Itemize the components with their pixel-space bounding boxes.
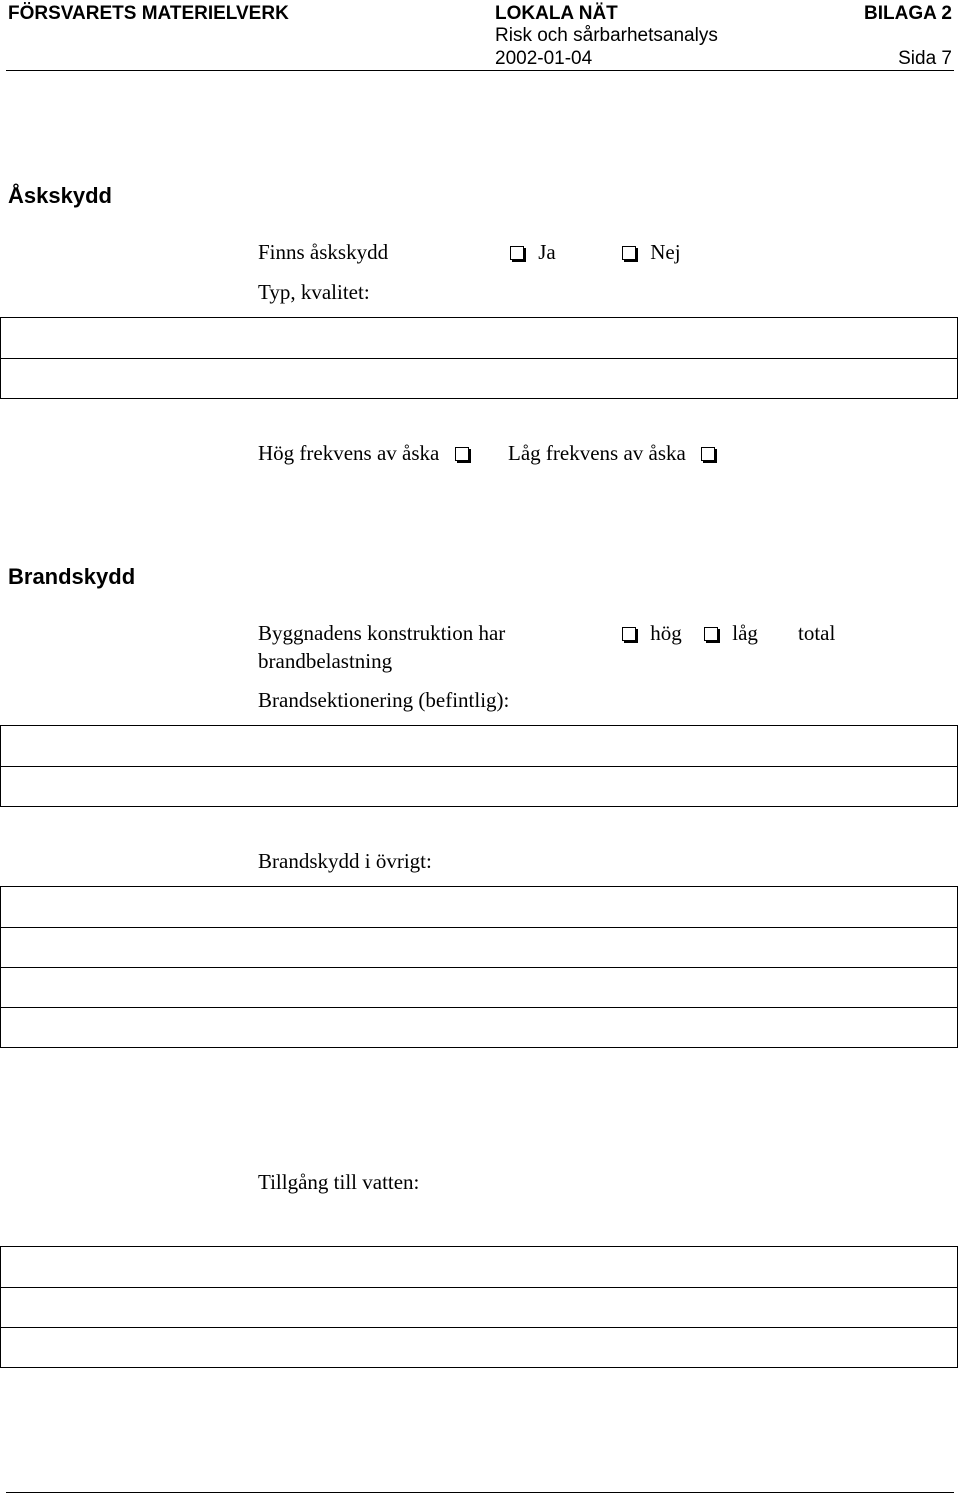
- checkbox-icon[interactable]: [622, 246, 636, 260]
- option-hog-label: hög: [650, 621, 682, 645]
- finns-askskydd-label: Finns åskskydd: [258, 240, 389, 264]
- page-number: Sida 7: [898, 48, 952, 69]
- konstruktion-label-line2: brandbelastning: [258, 649, 393, 673]
- tillgang-vatten-field[interactable]: [0, 1246, 958, 1368]
- field-row[interactable]: [1, 766, 957, 806]
- option-total-label: total: [798, 621, 836, 645]
- footer-rule: [6, 1492, 954, 1493]
- brandskydd-ovrigt-field[interactable]: [0, 886, 958, 1048]
- appendix-label: BILAGA 2: [864, 3, 952, 24]
- typ-kvalitet-field[interactable]: [0, 317, 958, 399]
- project-title: LOKALA NÄT: [495, 3, 618, 24]
- field-row[interactable]: [1, 1007, 957, 1047]
- field-row[interactable]: [1, 967, 957, 1007]
- document-subtitle: Risk och sårbarhetsanalys: [495, 25, 718, 46]
- lag-frekvens-option[interactable]: [508, 440, 715, 466]
- typ-kvalitet-label: Typ, kvalitet:: [258, 280, 370, 304]
- field-row[interactable]: [1, 726, 957, 766]
- checkbox-icon[interactable]: [455, 447, 469, 461]
- tillgang-vatten-label: Tillgång till vatten:: [258, 1170, 420, 1194]
- header-rule: [6, 70, 954, 71]
- field-row[interactable]: [1, 1287, 957, 1327]
- checkbox-icon[interactable]: [704, 627, 718, 641]
- org-name: FÖRSVARETS MATERIELVERK: [8, 3, 289, 24]
- field-row[interactable]: [1, 1327, 957, 1367]
- field-row[interactable]: [1, 887, 957, 927]
- option-lag-label: låg: [732, 621, 758, 645]
- checkbox-icon[interactable]: [510, 246, 524, 260]
- hog-frekvens-label: Hög frekvens av åska: [258, 441, 440, 465]
- option-ja-label: Ja: [538, 240, 556, 264]
- brandsektionering-label: Brandsektionering (befintlig):: [258, 688, 510, 712]
- askskydd-heading: Åskskydd: [8, 183, 112, 208]
- checkbox-icon[interactable]: [701, 447, 715, 461]
- option-ja[interactable]: [510, 239, 556, 265]
- lag-frekvens-label: Låg frekvens av åska: [508, 441, 686, 465]
- konstruktion-label-line1: Byggnadens konstruktion har: [258, 621, 506, 645]
- checkbox-icon[interactable]: [622, 627, 636, 641]
- option-lag[interactable]: [704, 620, 758, 646]
- option-nej-label: Nej: [650, 240, 681, 264]
- field-row[interactable]: [1, 358, 957, 398]
- brandskydd-ovrigt-label: Brandskydd i övrigt:: [258, 849, 432, 873]
- brandsektionering-field[interactable]: [0, 725, 958, 807]
- field-row[interactable]: [1, 927, 957, 967]
- hog-frekvens-option[interactable]: [258, 440, 469, 466]
- document-date: 2002-01-04: [495, 48, 593, 69]
- option-hog[interactable]: [622, 620, 682, 646]
- brandskydd-heading: Brandskydd: [8, 564, 136, 589]
- field-row[interactable]: [1, 318, 957, 358]
- option-nej[interactable]: [622, 239, 681, 265]
- field-row[interactable]: [1, 1247, 957, 1287]
